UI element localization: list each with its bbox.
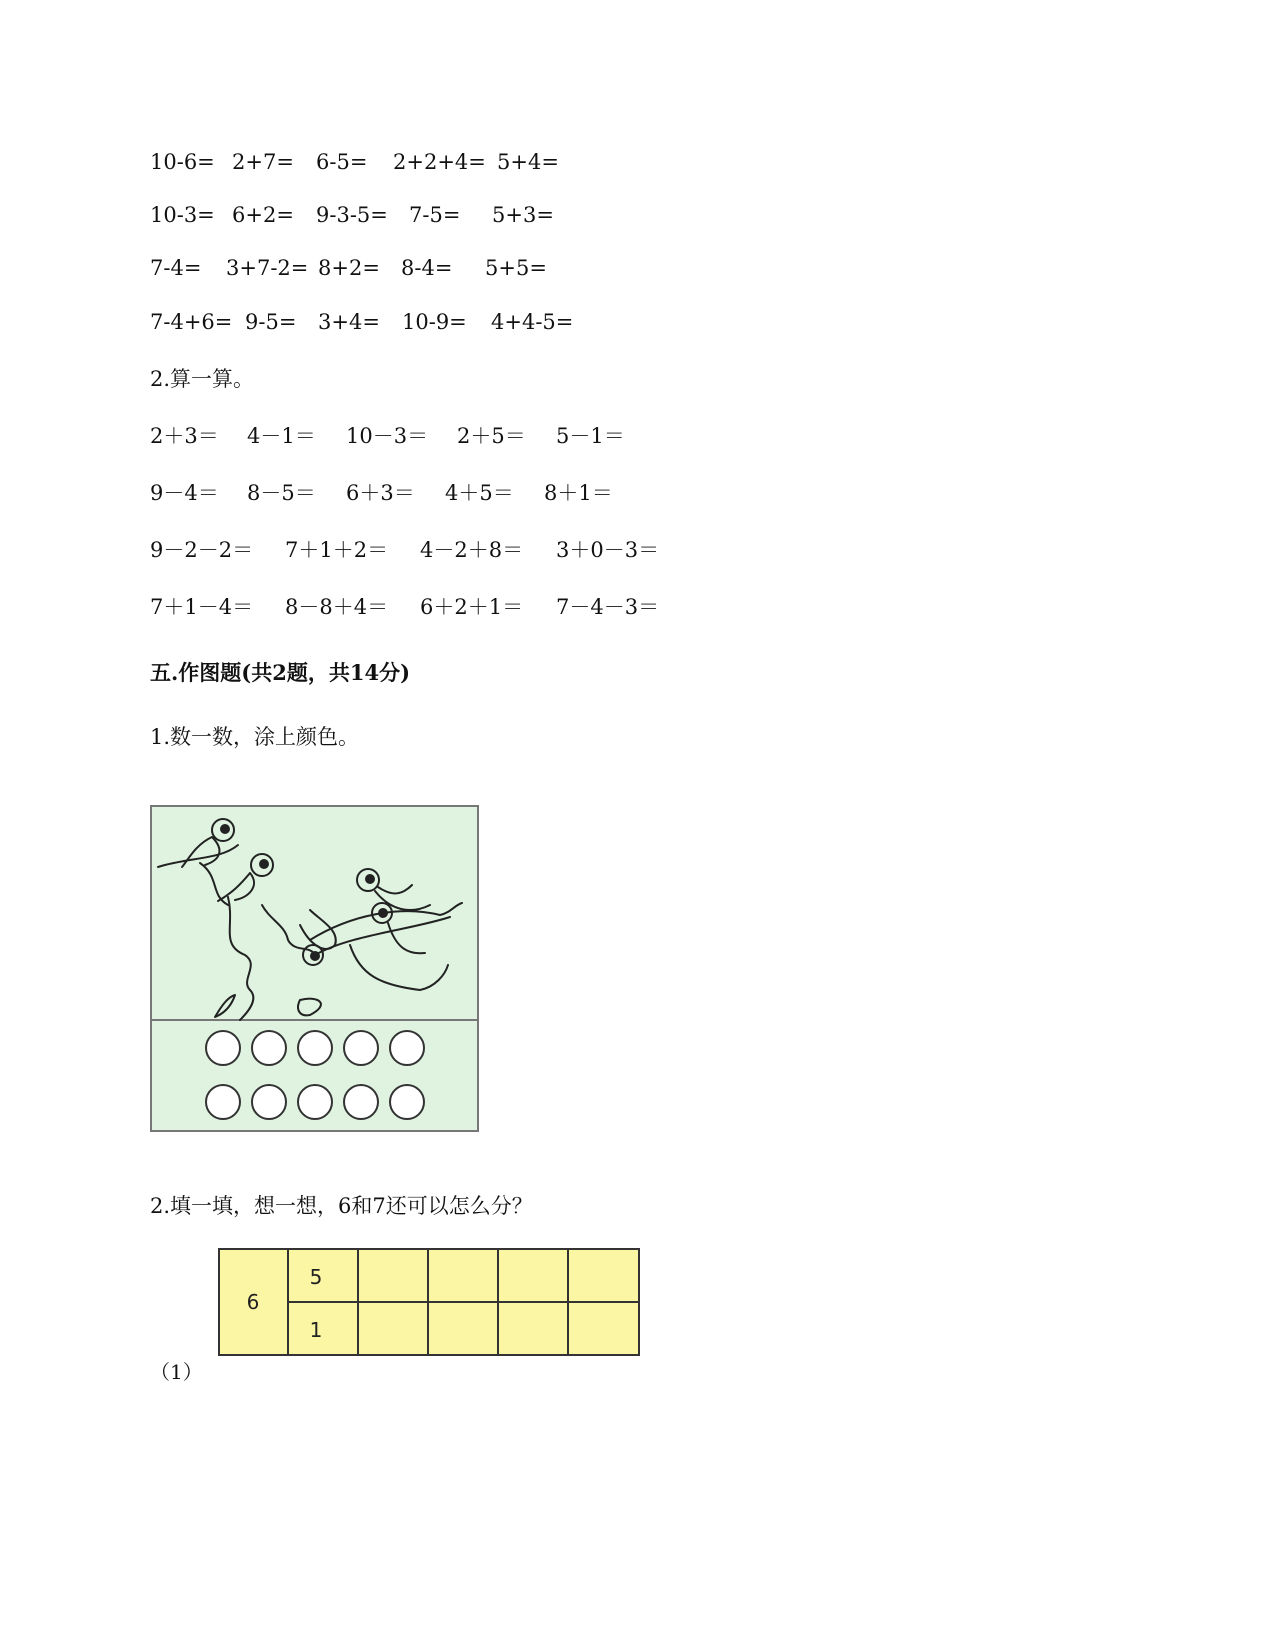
equation: 7-4= — [150, 256, 202, 280]
equation: 8-4= — [401, 256, 453, 280]
equation: 8－8＋4＝ — [285, 595, 389, 619]
equation: 9－4＝ — [150, 481, 219, 505]
equation: 7＋1－4＝ — [150, 595, 254, 619]
equation: 2+7= — [232, 150, 294, 174]
equation: 3+7-2= — [226, 256, 309, 280]
equation: 7-4+6= — [150, 310, 233, 334]
part-label: （1） — [150, 1360, 203, 1384]
equation: 8+2= — [318, 256, 380, 280]
equation: 8＋1＝ — [544, 481, 613, 505]
number-split-table — [218, 1248, 643, 1358]
equation: 2＋5＝ — [457, 424, 526, 448]
question-title: 2.算一算。 — [150, 367, 255, 391]
equation: 6-5= — [316, 150, 368, 174]
equation: 6＋2＋1＝ — [420, 595, 524, 619]
part-bottom: 1 — [309, 1318, 323, 1342]
equation: 3＋0－3＝ — [556, 538, 660, 562]
equation: 7－4－3＝ — [556, 595, 660, 619]
equation: 10－3＝ — [346, 424, 429, 448]
equation: 4－1＝ — [247, 424, 316, 448]
equation: 8－5＝ — [247, 481, 316, 505]
equation: 3+4= — [318, 310, 380, 334]
section-heading: 五.作图题(共2题，共14分) — [150, 660, 411, 685]
equation: 7＋1＋2＝ — [285, 538, 389, 562]
equation: 2＋3＝ — [150, 424, 219, 448]
equation: 7-5= — [409, 203, 461, 227]
equation: 6+2= — [232, 203, 294, 227]
equation: 4＋5＝ — [445, 481, 514, 505]
question-title: 1.数一数，涂上颜色。 — [150, 725, 360, 749]
equation: 10-6= — [150, 150, 215, 174]
part-top: 5 — [309, 1265, 323, 1289]
equation: 10-3= — [150, 203, 215, 227]
equation: 9-5= — [245, 310, 297, 334]
equation: 5+3= — [492, 203, 554, 227]
equation: 6＋3＝ — [346, 481, 415, 505]
equation: 5+5= — [485, 256, 547, 280]
equation: 10-9= — [402, 310, 467, 334]
equation: 5+4= — [497, 150, 559, 174]
question-title: 2.填一填，想一想，6和7还可以怎么分？ — [150, 1194, 533, 1218]
equation: 9－2－2＝ — [150, 538, 254, 562]
equation: 9-3-5= — [316, 203, 388, 227]
whole-number: 6 — [246, 1290, 260, 1314]
equation: 5－1＝ — [556, 424, 625, 448]
birds-picture — [150, 805, 480, 1132]
equation: 2+2+4= — [393, 150, 486, 174]
equation: 4+4-5= — [491, 310, 574, 334]
equation: 4－2＋8＝ — [420, 538, 524, 562]
